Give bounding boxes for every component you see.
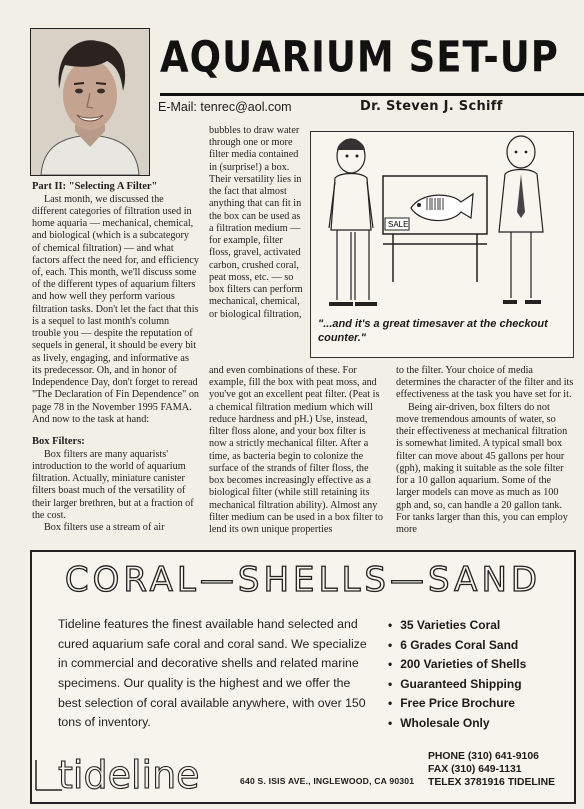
ad-feature-list xyxy=(388,618,568,735)
author-name: Dr. Steven J. Schiff xyxy=(360,99,503,114)
list-item: • 6 Grades Coral Sand xyxy=(388,638,568,658)
tideline-logo-icon xyxy=(34,752,244,794)
ad-headline: CORAL—SHELLS—SAND xyxy=(64,560,542,600)
ad-address: 640 S. ISIS AVE., INGLEWOOD, CA 90301 xyxy=(240,776,415,786)
article-column-2-bottom xyxy=(209,365,385,541)
title-rule xyxy=(160,93,584,96)
page-title: AQUARIUM SET-UP xyxy=(160,32,559,82)
paragraph-col3-b: Being air-driven, box filters do not move tremendous amounts of water, so their effectiveness at mechanical filtration is somewhat limited. A typical small box filter can move about 45 gallons per hour (gph), making it suitable as the sole filter for a 10 gallon aquarium. Some of the larger models can move as much as 100 gph and, so, can handle a 20 gallon tank. For tanks larger than this, you can employ more xyxy=(396,401,568,536)
cartoon-caption: "...and it's a great timesaver at the checkout counter." xyxy=(318,318,548,344)
ad-fax: FAX (310) 649-1131 xyxy=(428,764,522,775)
section-heading-box-filters: Box Filters: xyxy=(32,436,85,448)
ad-phone: PHONE (310) 641-9106 xyxy=(428,751,539,762)
list-item: • Free Price Brochure xyxy=(388,696,568,716)
paragraph-box-intro: Box filters are many aquarists' introduction to the world of aquarium filtration. Actually, miniature canister filters boast much of the versatility of their larger brethren, but at a fraction of the cost. xyxy=(32,448,194,521)
list-item: • Wholesale Only xyxy=(388,716,568,736)
ad-description: Tideline features the finest available hand selected and cured aquarium safe coral and coral sand. We specialize in commercial and decorative shells and related marine specimens. Our quality is the highest and we offer the best selection of coral available anywhere, with over 150 tons of inventory. xyxy=(58,617,367,730)
author-portrait-icon xyxy=(31,29,149,175)
list-item: • Guaranteed Shipping xyxy=(388,677,568,697)
cartoon-drawing-icon xyxy=(311,132,573,317)
ad-telex: TELEX 3781916 TIDELINE xyxy=(428,777,556,788)
article-column-2-top xyxy=(209,125,303,365)
tideline-wordmark: tideline xyxy=(58,753,200,794)
paragraph-intro: Last month, we discussed the different categories of filtration used in home aquaria — mechanical, chemical, and biological (which is a subcategory of chemical filtration) — and what factors affect the need for, and efficiency of, each. This month, we'll discuss some of the different types of aquarium filters and how well they perform various filtration tasks. Don't let the fact that this is a sequel to last month's column trouble you — despite the reputation of sequels in general, it should be every bit as lively, engaging, and informative as its predecessor. Oh, and in honor of Independence Day, don't forget to reread "The Declaration of Fin Dependence" on page 78 in the November 1995 FAMA. And now to the task at hand: xyxy=(32,193,200,425)
list-item: • 35 Varieties Coral xyxy=(388,618,568,638)
article-column-1 xyxy=(32,181,200,539)
paragraph-box-air: Box filters use a stream of air xyxy=(44,522,165,534)
ad-contact xyxy=(428,750,555,789)
paragraph-col2-bottom: and even combinations of these. For example, fill the box with peat moss, and you've got an excellent peat filter. (Peat is a chemical filtration medium which will reduce hardness and pH.) Use, instead, filter floss alone, and your box filter is now a strictly mechanical filter. After a time, as bacteria begin to colonize the surface of the strands of filter floss, the box becomes increasingly effective as a biological filter (while still retaining its mechanical filtration ability). Almost any filter medium can be used in a box filter to lend its own unique properties xyxy=(209,365,383,536)
author-email: E-Mail: tenrec@aol.com xyxy=(158,100,292,114)
paragraph-col2-top: bubbles to draw water through one or more filter media contained in (surprise!) a box. Their versatility lies in the fact that almost anything that can fit in the box can be used as a filtration medium — for example, filter floss, gravel, activated carbon, crushed coral, peat moss, etc. — so box filters can perform mechanical, chemical, or biological filtration, xyxy=(209,125,303,320)
part-title: Part II: "Selecting A Filter" xyxy=(32,181,158,192)
article-column-3 xyxy=(396,365,574,541)
sale-tag: SALE xyxy=(388,220,409,229)
list-item: • 200 Varieties of Shells xyxy=(388,657,568,677)
paragraph-col3-a: to the filter. Your choice of media determines the character of the filter and its effectiveness at the task you have set for it. xyxy=(396,365,574,401)
author-photo xyxy=(30,28,150,176)
tideline-logo xyxy=(34,752,244,794)
